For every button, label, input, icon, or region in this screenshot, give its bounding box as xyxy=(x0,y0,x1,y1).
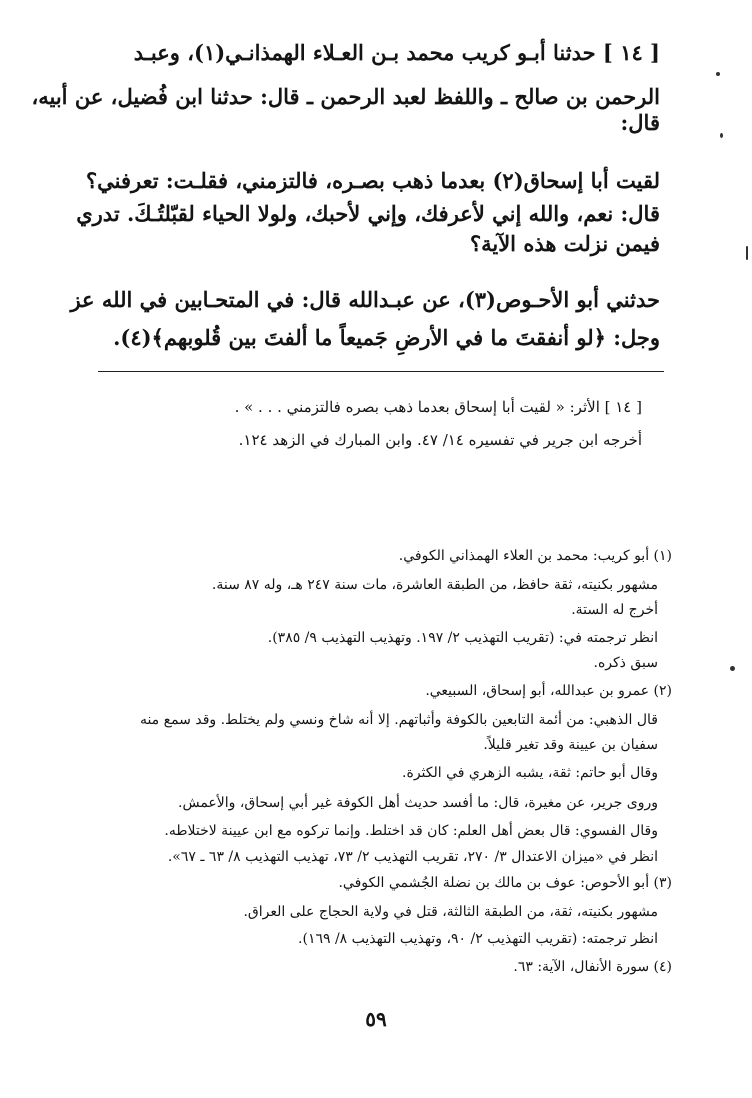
footnote-line: انظر ترجمته في: (تقريب التهذيب ٢/ ١٩٧. وتهذيب التهذيب ٩/ ٣٨٥). xyxy=(267,630,658,646)
main-text-line: [ ١٤ ] حدثنا أبـو كريب محمد بـن العـلاء الهمذانـي(١)، وعبـد xyxy=(133,40,660,65)
scan-speck xyxy=(746,246,748,260)
footnote-line: مشهور بكنيته، ثقة حافظ، من الطبقة العاشرة، مات سنة ٢٤٧ هـ، وله ٨٧ سنة. xyxy=(211,577,658,593)
page-number: ٥٩ xyxy=(365,1007,387,1031)
main-text-line: فيمن نزلت هذه الآية؟ xyxy=(469,231,660,256)
footnote-line: (٢) عمرو بن عبدالله، أبو إسحاق، السبيعي. xyxy=(425,683,672,699)
main-text-line: حدثني أبو الأحـوص(٣)، عن عبـدالله قال: في المتحـابين في الله عز xyxy=(70,287,660,312)
scan-speck xyxy=(716,72,720,76)
footnote-line: (٣) أبو الأحوص: عوف بن مالك بن نضلة الجُشمي الكوفي. xyxy=(338,875,672,891)
athar-line: [ ١٤ ] الأثر: « لقيت أبا إسحاق بعدما ذهب بصره فالتزمني . . . » . xyxy=(234,398,642,416)
main-text-line: الرحمن بن صالح ـ واللفظ لعبد الرحمن ـ قال: حدثنا ابن فُضيل، عن أبيه، xyxy=(31,84,660,109)
footnote-line: سبق ذكره. xyxy=(593,655,658,671)
scan-speck xyxy=(730,666,735,671)
footnote-line: أخرج له الستة. xyxy=(571,602,658,618)
footnote-line: قال الذهبي: من أئمة التابعين بالكوفة وأثباتهم. إلا أنه شاخ ونسي ولم يختلط. وقد سمع منه xyxy=(139,712,658,728)
footnote-line: وروى جرير، عن مغيرة، قال: ما أفسد حديث أهل الكوفة غير أبي إسحاق، والأعمش. xyxy=(178,795,658,811)
footnote-line: (٤) سورة الأنفال، الآية: ٦٣. xyxy=(513,959,672,975)
main-text-line: قال: نعم، والله إني لأعرفك، وإني لأحبك، ولولا الحياء لقبّلتُـكَ. تدري xyxy=(76,201,660,226)
scan-speck xyxy=(720,133,723,138)
separator-rule xyxy=(98,371,664,372)
footnote-line: وقال الفسوي: قال بعض أهل العلم: كان قد اختلط. وإنما تركوه مع ابن عيينة لاختلاطه. xyxy=(164,823,658,839)
main-text-line: وجل: ﴿لو أنفقتَ ما في الأرضِ جَميعاً ما ألفتَ بين قُلوبهم﴾(٤). xyxy=(113,325,660,350)
main-text-line: قال: xyxy=(620,110,660,135)
footnote-line: انظر ترجمته: (تقريب التهذيب ٢/ ٩٠، وتهذيب التهذيب ٨/ ١٦٩). xyxy=(298,931,658,947)
footnote-line: انظر في «ميزان الاعتدال ٣/ ٢٧٠، تقريب التهذيب ٢/ ٧٣، تهذيب التهذيب ٨/ ٦٣ ـ ٦٧». xyxy=(167,849,658,865)
footnote-line: (١) أبو كريب: محمد بن العلاء الهمذاني الكوفي. xyxy=(398,548,672,564)
footnote-line: مشهور بكنيته، ثقة، من الطبقة الثالثة، قتل في ولاية الحجاج على العراق. xyxy=(243,904,658,920)
main-text-line: لقيت أبا إسحاق(٢) بعدما ذهب بصـره، فالتزمني، فقلـت: تعرفني؟ xyxy=(86,168,660,193)
athar-line: أخرجه ابن جرير في تفسيره ١٤/ ٤٧. وابن المبارك في الزهد ١٢٤. xyxy=(238,431,642,449)
footnote-line: سفيان بن عيينة وقد تغير قليلاً. xyxy=(483,737,658,753)
footnote-line: وقال أبو حاتم: ثقة، يشبه الزهري في الكثرة. xyxy=(402,765,658,781)
